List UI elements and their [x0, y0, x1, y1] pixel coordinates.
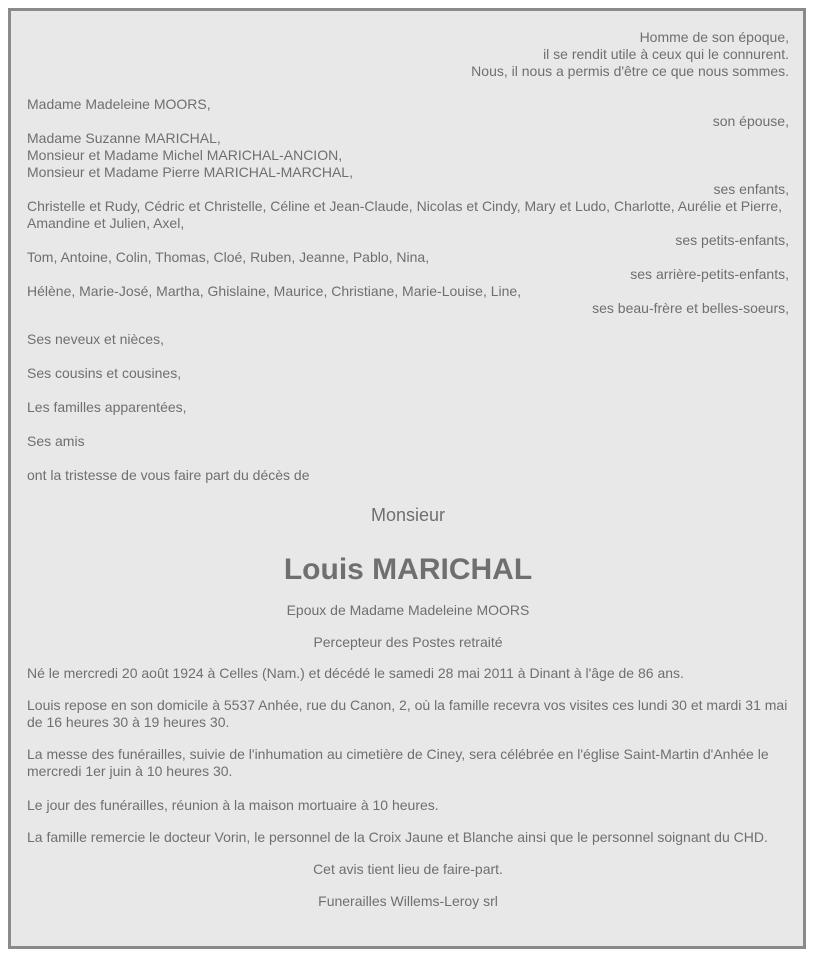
epigraph-line-2: il se rendit utile à ceux qui le connurent.: [543, 46, 789, 62]
spouse-name: Madame Madeleine MOORS,: [27, 96, 211, 112]
funeral-mass-paragraph: La messe des funérailles, suivie de l'inhumation au cimetière de Ciney, sera célébrée en l'église Saint-Martin d'Anhée le mercredi 1er juin à 10 heures 30.: [27, 746, 769, 779]
child-3: Monsieur et Madame Pierre MARICHAL-MARCHAL,: [27, 164, 353, 180]
in-laws-label: ses beau-frère et belles-soeurs,: [592, 300, 789, 316]
epigraph: [27, 29, 789, 80]
child-2: Monsieur et Madame Michel MARICHAL-ANCION,: [27, 147, 343, 163]
grandchildren-list: Christelle et Rudy, Cédric et Christelle, Céline et Jean-Claude, Nicolas et Cindy, Mary et Ludo, Charlotte, Aurélie et Pierre, Amandine et Julien, Axel,: [27, 198, 783, 231]
spouse-label: son épouse,: [712, 113, 789, 129]
epigraph-line-1: Homme de son époque,: [639, 29, 789, 45]
honorific: Monsieur: [370, 505, 446, 525]
friends-line: Ses amis: [27, 433, 85, 449]
families-line: Les familles apparentées,: [27, 399, 187, 415]
deceased-name: Louis MARICHAL: [283, 553, 533, 586]
children-label: ses enfants,: [713, 181, 789, 197]
in-laws-list: Hélène, Marie-José, Martha, Ghislaine, Maurice, Christiane, Marie-Louise, Line,: [27, 283, 522, 299]
epigraph-line-3: Nous, il nous a permis d'être ce que nous sommes.: [471, 63, 789, 79]
great-grandchildren-list: Tom, Antoine, Colin, Thomas, Cloé, Ruben, Jeanne, Pablo, Nina,: [27, 249, 430, 265]
notice-line: Cet avis tient lieu de faire-part.: [313, 861, 503, 877]
profession-line: Percepteur des Postes retraité: [313, 634, 503, 650]
obituary-content: [27, 29, 789, 910]
grandchildren-label: ses petits-enfants,: [675, 232, 789, 248]
spouse-line: Epoux de Madame Madeleine MOORS: [286, 602, 530, 618]
visitation-paragraph: Louis repose en son domicile à 5537 Anhée, rue du Canon, 2, où la famille recevra vos visites ces lundi 30 et mardi 31 mai de 16 heures 30 à 19 heures 30.: [27, 697, 788, 730]
thanks-paragraph: La famille remercie le docteur Vorin, le personnel de la Croix Jaune et Blanche ainsi que le personnel soignant du CHD.: [27, 829, 768, 845]
cousins-line: Ses cousins et cousines,: [27, 365, 182, 381]
birth-death-paragraph: Né le mercredi 20 août 1924 à Celles (Nam.) et décédé le samedi 28 mai 2011 à Dinant à l'âge de 86 ans.: [27, 665, 684, 681]
funeral-home-line: Funerailles Willems-Leroy srl: [318, 893, 498, 909]
announcement-intro: ont la tristesse de vous faire part du décès de: [27, 467, 310, 483]
obituary-frame: [8, 8, 806, 949]
nephews-line: Ses neveux et nièces,: [27, 331, 164, 347]
child-1: Madame Suzanne MARICHAL,: [27, 130, 221, 146]
children-list: [27, 130, 789, 181]
great-grandchildren-label: ses arrière-petits-enfants,: [630, 266, 789, 282]
gathering-paragraph: Le jour des funérailles, réunion à la maison mortuaire à 10 heures.: [27, 797, 439, 813]
